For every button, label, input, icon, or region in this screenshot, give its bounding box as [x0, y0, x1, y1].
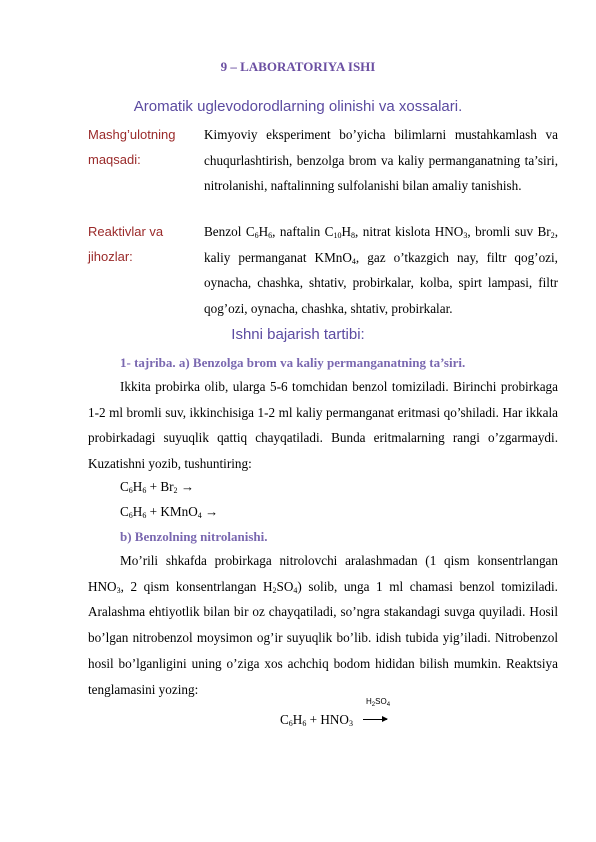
procedure-title: Ishni bajarish tartibi:	[231, 326, 365, 343]
reaction-arrow	[363, 719, 387, 720]
equation-benzene-permanganate: $C_6H_6$ + KMnO$_4$ →	[120, 504, 219, 520]
reagents-label-line-1: Reaktivlar va	[88, 224, 164, 239]
equation-benzene-bromine: $C_6H_6 + Br_2$ →	[120, 479, 195, 495]
lab-title: 9 – LABORATORIYA ISHI	[220, 59, 376, 74]
nitration-equation: $C_6H_6 + HNO_3$	[280, 712, 353, 728]
goal-text: Kimyoviy eksperiment bo’yicha bilimlarni mustahkamlash va chuqurlashtirish, benzolga brom va kaliy permanganatning ta’siri, nitrolanishi, naftalinning sulfolanishi bilan amaliy tanishish.	[204, 127, 558, 193]
goal-label-line-1: Mashg’ulotning	[88, 127, 176, 142]
reaction-catalyst: $H_2SO_4$	[366, 697, 391, 708]
experiment-1b-text: Mo’rili shkafda probirkaga nitrolovchi aralashmadan (1 qism konsentrlangan $HNO_3$, 2 qism konsentrlangan $H_2SO_4$) solib, unga 1 ml chamasi benzol tomiziladi. Aralashma ehtiyotlik bilan bir oz chayqatiladi, so’ngra stakandagi suvga quyiladi. Hosil bo’lgan nitrobenzol moysimon og’ir suyuqlik bo’lib. idish tubida yig’iladi. Nitrobenzol hosil bo’lganligini uning o’ziga xos achchiq bodom hididan bilish mumkin. Reaktsiya tenglamasini yozing:	[88, 553, 558, 697]
experiment-1-text: Ikkita probirka olib, ularga 5-6 tomchidan benzol tomiziladi. Birinchi probirkaga 1-2 ml bromli suv, ikkinchisiga 1-2 ml kaliy permanganat eritmasi qo’shiladi. Har ikkala probirkadagi suyuqlik qattiq chayqatiladi. Bunda eritmalarning rangi o’zgarmaydi. Kuzatishni yozib, tushuntiring:	[88, 379, 558, 472]
topic-title: Aromatik uglevodorodlarning olinishi va xossalari.	[133, 98, 463, 115]
goal-label-line-2: maqsadi:	[88, 152, 141, 167]
reagents-label-line-2: jihozlar:	[88, 249, 133, 264]
reagents-label	[88, 219, 198, 269]
goal-label	[88, 122, 198, 172]
experiment-1b-heading: b) Benzolning nitrolanishi.	[120, 529, 268, 544]
experiment-1-heading: 1- tajriba. a) Benzolga brom va kaliy permanganatning ta’siri.	[120, 355, 466, 370]
reagents-text: Benzol $C_6H_6$, naftalin $C_{10}H_8$, nitrat kislota $HNO_3$, bromli suv $Br_2$, kaliy permanganat KMnO$_4$, gaz o’tkazgich nay, filtr qog’ozi, oynacha, chashka, shtativ, probirkalar, kolba, spirt lampasi, filtr qog’ozi, oynacha, chashka, shtativ, probirkalar.	[204, 224, 558, 316]
